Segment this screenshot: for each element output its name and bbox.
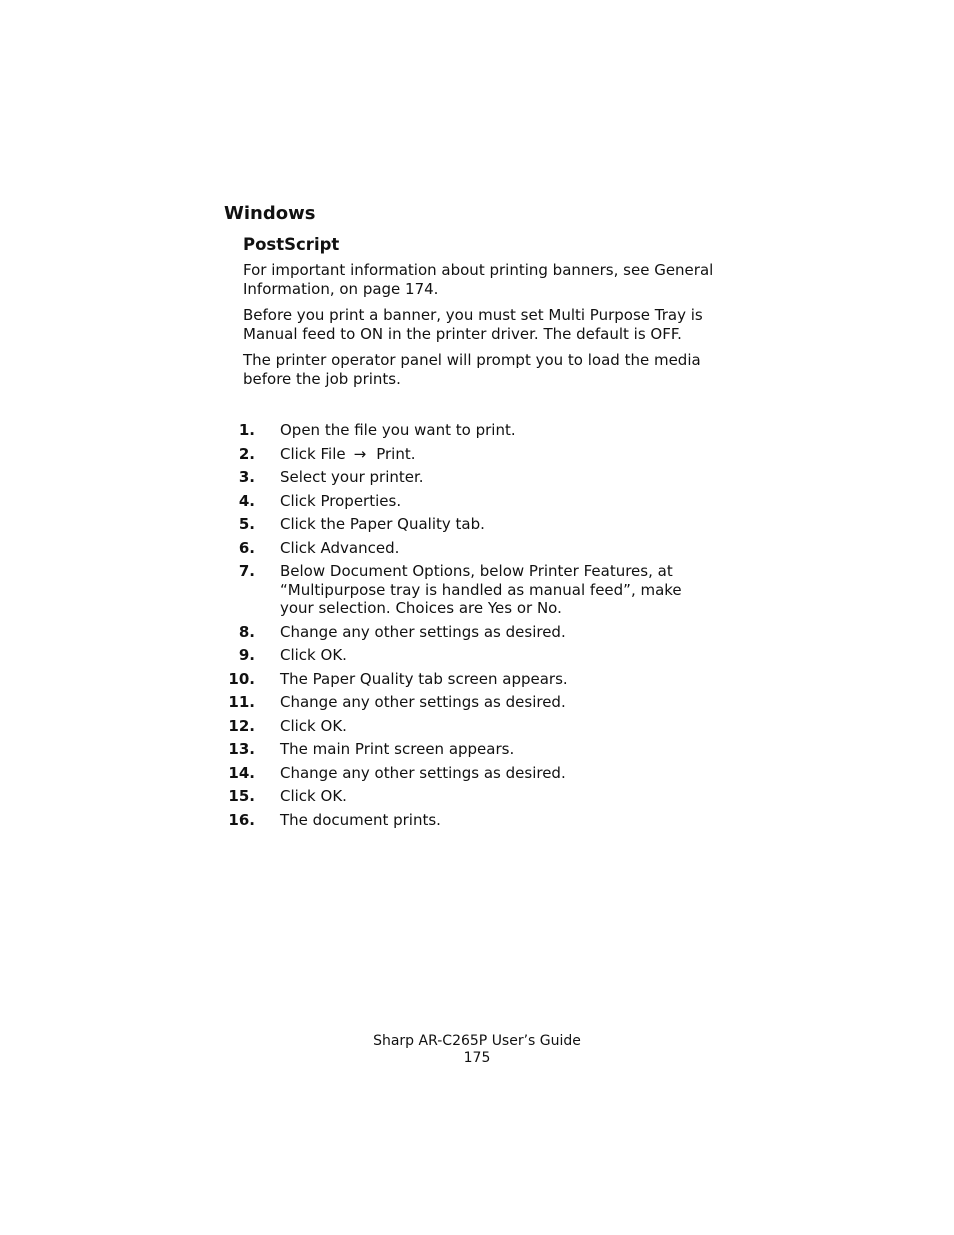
list-item: [210, 515, 750, 534]
list-item: [210, 492, 750, 511]
step-number: 12.: [228, 716, 255, 735]
step-number: 2.: [238, 444, 255, 463]
step-text: The document prints.: [280, 810, 441, 829]
step-number: 15.: [228, 787, 255, 805]
step-number: 7.: [238, 562, 255, 580]
step-text: Click OK.: [280, 716, 347, 735]
list-item: [210, 787, 750, 806]
step-text: Click the Paper Quality tab.: [280, 515, 485, 533]
subsection-heading: PostScript: [243, 235, 340, 254]
step-text: Change any other settings as desired.: [280, 693, 566, 711]
step-text: The Paper Quality tab screen appears.: [280, 669, 568, 688]
step-number: 14.: [228, 763, 255, 782]
step-number: 3.: [238, 468, 255, 486]
paragraph-banner-info: For important information about printing banners, see General Information, on page 174.: [243, 261, 714, 298]
step-text: Below Document Options, below Printer Features, at “Multipurpose tray is handled as manual feed”, make your selection. Choices are Yes or No.: [280, 562, 682, 617]
step-number: 8.: [238, 622, 255, 641]
step-text: The main Print screen appears.: [280, 740, 515, 758]
list-item: [210, 717, 750, 736]
paragraph-manual-feed: Before you print a banner, you must set Multi Purpose Tray is Manual feed to ON in the printer driver. The default is OFF.: [243, 306, 703, 343]
list-item: [210, 764, 750, 783]
step-text: Click OK.: [280, 787, 347, 805]
step-number: 6.: [238, 538, 255, 557]
paragraph-operator-panel: The printer operator panel will prompt you to load the media before the job prints.: [243, 351, 701, 388]
list-item: [210, 646, 750, 665]
step-text: Change any other settings as desired.: [280, 622, 566, 641]
list-item: [210, 740, 750, 759]
step-text-before: Click File: [280, 444, 346, 463]
list-item: [210, 670, 750, 689]
step-number: 1.: [238, 421, 255, 439]
footer-title: Sharp AR-C265P User’s Guide: [373, 1033, 581, 1049]
list-item: [210, 811, 750, 830]
step-text: Open the file you want to print.: [280, 421, 516, 439]
list-item: [210, 445, 750, 464]
step-number: 4.: [238, 491, 255, 510]
list-item: [210, 562, 750, 618]
list-item: [210, 539, 750, 558]
list-item: [210, 468, 750, 487]
step-text: Click Advanced.: [280, 538, 400, 557]
step-number: 16.: [228, 810, 255, 829]
step-number: 9.: [238, 646, 255, 664]
step-number: 11.: [228, 693, 255, 711]
steps-list: [210, 421, 750, 834]
step-text: Click Properties.: [280, 491, 402, 510]
list-item: [210, 421, 750, 440]
list-item: [210, 693, 750, 712]
step-text: Click OK.: [280, 646, 347, 664]
list-item: [210, 623, 750, 642]
step-text: Select your printer.: [280, 468, 424, 486]
section-heading: Windows: [224, 203, 316, 224]
step-text: Change any other settings as desired.: [280, 763, 566, 782]
footer-page-number: 175: [463, 1050, 491, 1066]
step-number: 5.: [238, 515, 255, 533]
step-number: 13.: [228, 740, 255, 758]
arrow-right-icon: →: [353, 444, 367, 463]
step-number: 10.: [228, 669, 255, 688]
step-text-after: Print.: [376, 444, 416, 463]
step-text: [280, 445, 710, 464]
